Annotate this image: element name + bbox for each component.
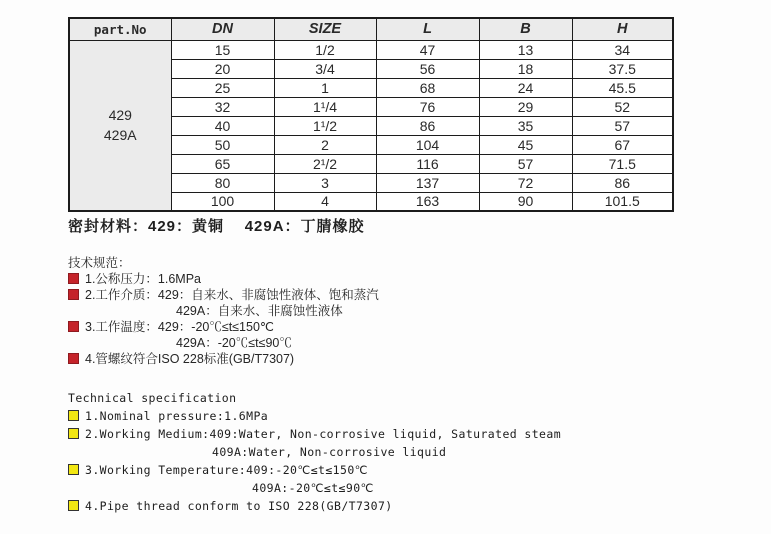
cell-b: 24: [479, 78, 572, 97]
yellow-square-bullet-icon: [68, 428, 79, 439]
cell-h: 45.5: [572, 78, 673, 97]
col-header-size: SIZE: [274, 18, 376, 40]
cell-b: 45: [479, 135, 572, 154]
cell-h: 34: [572, 40, 673, 59]
spec-item-text: 3.工作温度：429：-20℃≤t≤150℃: [85, 320, 274, 334]
spec-item: [68, 407, 561, 425]
cell-size: 3/4: [274, 59, 376, 78]
col-header-b: B: [479, 18, 572, 40]
spec-item: [68, 287, 379, 303]
spec-item-text: 409A:Water, Non-corrosive liquid: [212, 445, 447, 459]
spec-en-title: Technical specification: [68, 391, 237, 405]
cell-size: 1/2: [274, 40, 376, 59]
cell-size: 1: [274, 78, 376, 97]
spec-cn-title: 技术规范：: [68, 256, 131, 270]
cell-h: 37.5: [572, 59, 673, 78]
spec-item-continuation: [176, 303, 379, 319]
cell-size: 4: [274, 192, 376, 211]
cell-h: 86: [572, 173, 673, 192]
part-no-cell: [69, 40, 171, 211]
spec-item: [68, 425, 561, 443]
yellow-square-bullet-icon: [68, 464, 79, 475]
cell-l: 104: [376, 135, 479, 154]
spec-item-text: 2.工作介质：429：自来水、非腐蚀性液体、饱和蒸汽: [85, 288, 379, 302]
cell-b: 18: [479, 59, 572, 78]
red-square-bullet-icon: [68, 273, 79, 284]
cell-size: 2¹/2: [274, 154, 376, 173]
spec-item-text: 2.Working Medium:409:Water, Non-corrosive liquid, Saturated steam: [85, 427, 562, 441]
cell-h: 52: [572, 97, 673, 116]
spec-item-text: 4.Pipe thread conform to ISO 228(GB/T7307): [85, 499, 393, 513]
spec-item: [68, 351, 379, 367]
spec-item-text: 4.管螺纹符合ISO 228标准(GB/T7307): [85, 352, 295, 366]
red-square-bullet-icon: [68, 321, 79, 332]
cell-dn: 50: [171, 135, 274, 154]
cell-b: 35: [479, 116, 572, 135]
spec-item: [68, 497, 561, 515]
cell-size: 2: [274, 135, 376, 154]
red-square-bullet-icon: [68, 289, 79, 300]
spec-item-text: 3.Working Temperature:409:-20℃≤t≤150℃: [85, 463, 368, 477]
cell-h: 57: [572, 116, 673, 135]
cell-l: 56: [376, 59, 479, 78]
cell-b: 90: [479, 192, 572, 211]
yellow-square-bullet-icon: [68, 500, 79, 511]
cell-b: 72: [479, 173, 572, 192]
table-row: [69, 40, 673, 59]
cell-l: 86: [376, 116, 479, 135]
cell-l: 47: [376, 40, 479, 59]
cell-dn: 20: [171, 59, 274, 78]
spec-item-continuation: [212, 443, 561, 461]
cell-l: 68: [376, 78, 479, 97]
spec-item-text: 1.公称压力：1.6MPa: [85, 272, 202, 286]
spec-item: [68, 461, 561, 479]
cell-size: 3: [274, 173, 376, 192]
spec-item-continuation: [252, 479, 561, 497]
dimensions-table: [68, 17, 674, 212]
spec-item-text: 429A：自来水、非腐蚀性液体: [176, 304, 343, 318]
cell-dn: 25: [171, 78, 274, 97]
cell-dn: 32: [171, 97, 274, 116]
spec-item-continuation: [176, 335, 379, 351]
cell-b: 29: [479, 97, 572, 116]
spec-section-chinese: [68, 255, 379, 367]
cell-l: 76: [376, 97, 479, 116]
cell-dn: 100: [171, 192, 274, 211]
cell-h: 67: [572, 135, 673, 154]
col-header-h: H: [572, 18, 673, 40]
spec-item: [68, 319, 379, 335]
part-no-line: 429A: [103, 127, 137, 144]
spec-item: [68, 271, 379, 287]
table-header-row: [69, 18, 673, 40]
spec-section-english: [68, 389, 561, 515]
red-square-bullet-icon: [68, 353, 79, 364]
cell-b: 57: [479, 154, 572, 173]
cell-size: 1¹/2: [274, 116, 376, 135]
yellow-square-bullet-icon: [68, 410, 79, 421]
spec-item-text: 409A:-20℃≤t≤90℃: [252, 481, 374, 495]
col-header-part-no: part.No: [69, 18, 171, 40]
spec-item-text: 429A：-20℃≤t≤90℃: [176, 336, 292, 350]
cell-b: 13: [479, 40, 572, 59]
cell-dn: 80: [171, 173, 274, 192]
col-header-dn: DN: [171, 18, 274, 40]
part-no-line: 429: [108, 107, 132, 124]
cell-size: 1¹/4: [274, 97, 376, 116]
cell-h: 71.5: [572, 154, 673, 173]
cell-l: 116: [376, 154, 479, 173]
spec-item-text: 1.Nominal pressure:1.6MPa: [85, 409, 269, 423]
col-header-l: L: [376, 18, 479, 40]
cell-h: 101.5: [572, 192, 673, 211]
seal-material-note: 密封材料：429：黄铜 429A：丁腈橡胶: [68, 218, 365, 235]
cell-l: 137: [376, 173, 479, 192]
cell-dn: 15: [171, 40, 274, 59]
cell-l: 163: [376, 192, 479, 211]
cell-dn: 40: [171, 116, 274, 135]
cell-dn: 65: [171, 154, 274, 173]
